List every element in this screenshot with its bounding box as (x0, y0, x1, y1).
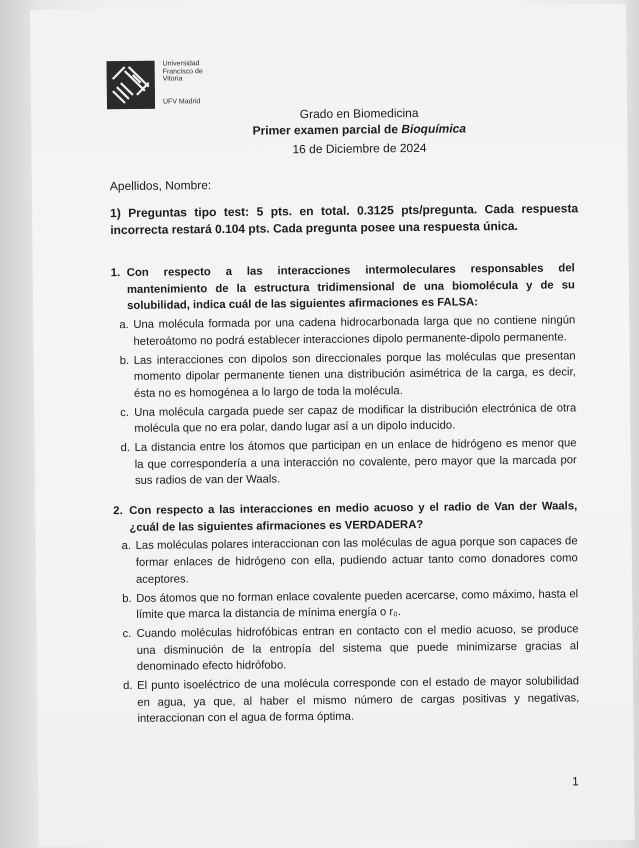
question-text: Con respecto a las interacciones intermoleculares responsables del mantenimiento de la estructura tridimensional de una biomolécula y de su solubilidad, indica cuál de las siguientes afirmaciones es FALSA: (126, 262, 575, 313)
option-letter: d. (120, 442, 131, 455)
question-1 (111, 260, 577, 492)
option-a (114, 534, 578, 589)
option-d (115, 673, 579, 728)
option-letter: a. (119, 319, 129, 332)
option-a (111, 312, 575, 350)
option-b (114, 586, 578, 624)
exam-page (30, 4, 635, 846)
option-text: La distancia entre los átomos que participan en un enlace de hidrógeno es menor que la que correspondería a una interacción no covalente, pero mayor que la marcada por sus radios de van der Waals. (134, 437, 577, 488)
university-name (163, 60, 203, 83)
option-letter: c. (120, 406, 130, 419)
page-number: 1 (572, 774, 579, 789)
exam-prefix: Primer examen parcial de (252, 122, 402, 138)
option-letter: c. (122, 627, 132, 640)
option-c (112, 400, 576, 438)
question-number: 2. (113, 505, 123, 518)
question-text: Con respecto a las interacciones en medio acuoso y el radio de Van der Waals, ¿cuál de las siguientes afirmaciones es VERDADERA? (129, 500, 578, 534)
option-text: Una molécula cargada puede ser capaz de modificar la distribución electrónica de otra molécula que no era polar, dando lugar así a un dipolo inducido. (134, 401, 577, 436)
option-text: Una molécula formada por una cadena hidrocarbonada larga que no contiene ningún heteroátomo no podrá establecer interacciones dipolo permanente-dipolo permanente. (133, 314, 576, 348)
university-logo-icon (107, 61, 156, 110)
logo-campus: UFV Madrid (162, 98, 201, 106)
logo-line-1: Universidad (162, 60, 200, 68)
question-title (111, 260, 575, 315)
name-label: Apellidos, Nombre: (109, 178, 212, 194)
degree-title: Grado en Biomedicina (299, 105, 419, 122)
exam-date: 16 de Diciembre de 2024 (292, 140, 427, 157)
option-letter: b. (122, 592, 132, 605)
logo-line-2: Francisco de (162, 67, 203, 76)
exam-subject: Bioquímica (401, 121, 467, 137)
option-text: Dos átomos que no forman enlace covalente pueden acercarse, como máximo, hasta el límite que marca la distancia de mínima energía o r₀. (136, 587, 579, 622)
option-text: Las interacciones con dipolos son direccionales porque las moléculas que presentan momento dipolar permanente tienen una distribución asimétrica de la carga, es decir, ésta no es homogénea a lo largo de toda la molécula. (133, 349, 576, 400)
option-text: El punto isoeléctrico de una molécula corresponde con el estado de mayor solubilidad en agua, ya que, al haber el mismo número de cargas positivas y negativas, interaccionan con el agua de forma óptima. (137, 675, 580, 726)
section-instructions: 1) Preguntas tipo test: 5 pts. en total. 0.3125 pts/pregunta. Cada respuesta incorrecta restará 0.104 pts. Cada pregunta posee una respuesta única. (110, 201, 579, 238)
option-d (113, 435, 577, 490)
option-letter: a. (121, 540, 132, 553)
option-text: Las moléculas polares interaccionan con las moléculas de agua porque son capaces de formar enlaces de hidrógeno con ella, pudiendo actuar tanto como donadores como aceptores. (135, 535, 578, 586)
option-text: Cuando moléculas hidrofóbicas entran en contacto con el medio acuoso, se produce una disminución de la entropía del sistema que puede minimizarse gracias al denominado efecto hidrófobo. (136, 623, 579, 674)
question-2 (113, 498, 579, 730)
question-number: 1. (110, 267, 121, 280)
logo-line-3: Vitoria (162, 75, 183, 83)
option-c (114, 621, 578, 676)
option-letter: b. (119, 354, 130, 367)
option-b (112, 348, 576, 403)
question-title (113, 498, 577, 536)
option-letter: d. (123, 679, 133, 693)
